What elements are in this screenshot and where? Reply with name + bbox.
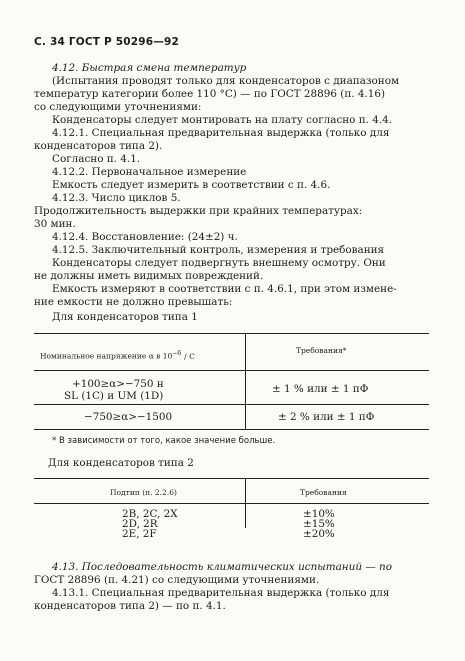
table2-row-value: ±10% xyxy=(303,508,335,520)
text-line: 4.12.1. Специальная предварительная выдержка (только для xyxy=(52,127,390,139)
text-line: ГОСТ 28896 (п. 4.21) со следующими уточнениями. xyxy=(34,574,320,586)
text-line: ние емкости не должно превышать: xyxy=(34,296,233,308)
table2-row-subtype: 2E, 2F xyxy=(122,528,157,540)
table2-row-subtype: 2D, 2R xyxy=(122,518,158,530)
table2-caption: Для конденсаторов типа 2 xyxy=(48,457,194,469)
text-line: конденсаторов типа 2) — по п. 4.1. xyxy=(34,600,226,612)
table1-header-requirements: Требования* xyxy=(296,346,347,355)
section-4-12-title: 4.12. Быстрая смена температур xyxy=(52,62,247,74)
table1-bottom-rule xyxy=(34,429,429,430)
text-line: конденсаторов типа 2). xyxy=(34,140,163,152)
text-line: (Испытания проводят только для конденсаторов с диапазоном xyxy=(52,75,400,87)
table2-header-rule xyxy=(34,503,429,504)
table1-header-rule xyxy=(34,370,429,371)
text-line: Емкость следует измерить в соответствии с п. 4.6. xyxy=(52,179,331,191)
text-line: Конденсаторы следует подвергнуть внешнему осмотру. Они xyxy=(52,257,386,269)
text-line: температур категории более 110 °С) — по ГОСТ 28896 (п. 4.16) xyxy=(34,88,386,100)
text-line: не должны иметь видимых повреждений. xyxy=(34,270,264,282)
text-line: Емкость измеряют в соответствии с п. 4.6.1, при этом измене- xyxy=(52,283,397,295)
table2-header-requirements: Требования xyxy=(300,488,347,497)
table1-column-divider xyxy=(245,333,246,430)
table1-row2-value: ± 2 % или ± 1 пФ xyxy=(278,411,375,423)
table2-row-value: ±15% xyxy=(303,518,335,530)
table2-header-subtype: Подтип (п. 2.2.6) xyxy=(110,488,177,497)
table2-top-rule xyxy=(34,478,429,479)
table1-row-rule xyxy=(34,404,429,405)
text-line: 4.13.1. Специальная предварительная выдержка (только для xyxy=(52,587,390,599)
text-line: 4.12.2. Первоначальное измерение xyxy=(52,166,247,178)
text-line: 4.12.5. Заключительный контроль, измерения и требования xyxy=(52,244,385,256)
text-line: 4.12.3. Число циклов 5. xyxy=(52,192,181,204)
text-line: Продолжительность выдержки при крайних температурах: xyxy=(34,205,363,217)
footnote: * В зависимости от того, какое значение больше. xyxy=(52,436,276,446)
table1-caption: Для конденсаторов типа 1 xyxy=(52,311,198,323)
table1-row1-value: ± 1 % или ± 1 пФ xyxy=(272,383,369,395)
text-line: 4.12.4. Восстановление: (24±2) ч. xyxy=(52,231,238,243)
table1-header-voltage: Номинальное напряжение α в $10^{-6}$ / С xyxy=(40,350,195,361)
text-line: Конденсаторы следует монтировать на плату согласно п. 4.4. xyxy=(52,114,393,126)
table2-row-value: ±20% xyxy=(303,528,335,540)
table1-row1-a: +100≥α>−750 н xyxy=(72,378,164,390)
text-line: со следующими уточнениями: xyxy=(34,101,202,113)
table1-row1-b: SL (1C) и UM (1D) xyxy=(64,390,164,402)
section-4-13-title: 4.13. Последовательность климатических испытаний — по xyxy=(52,561,392,573)
text-line: 30 мин. xyxy=(34,218,76,230)
page-header: С. 34 ГОСТ Р 50296—92 xyxy=(34,36,179,48)
table1-row2-a: −750≥α>−1500 xyxy=(84,411,173,423)
table2-row-subtype: 2B, 2C, 2X xyxy=(122,508,178,520)
text-line: Согласно п. 4.1. xyxy=(52,153,141,165)
table1-top-rule xyxy=(34,333,429,334)
